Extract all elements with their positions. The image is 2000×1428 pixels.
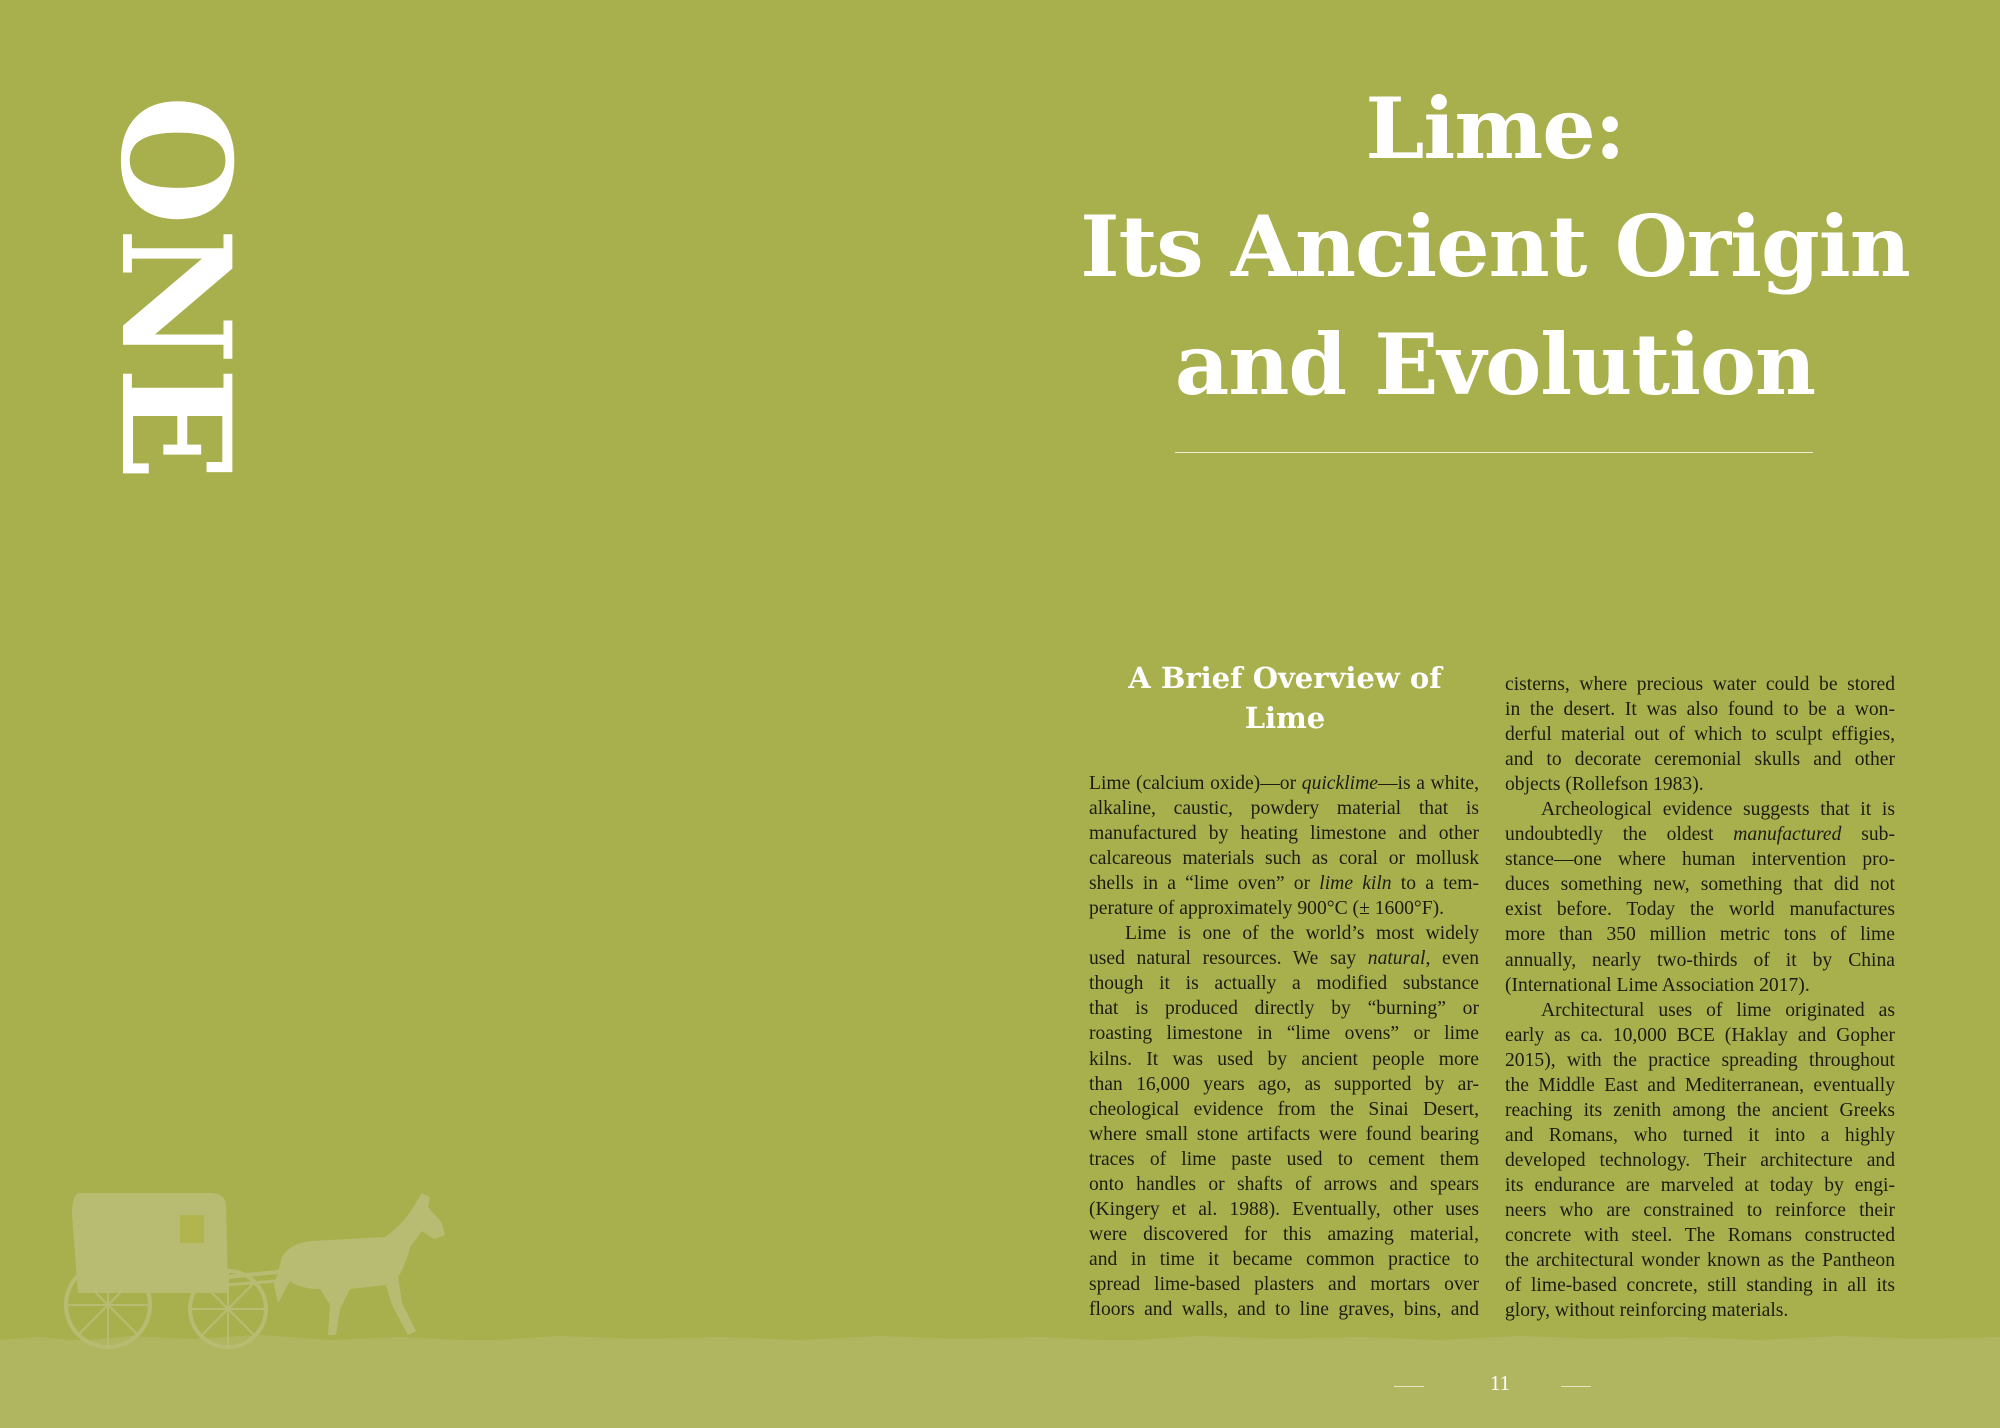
text-run: —is a white, bbox=[1377, 773, 1479, 794]
body-paragraph bbox=[1505, 672, 1895, 797]
body-paragraph bbox=[1505, 998, 1895, 1324]
text-line bbox=[1505, 697, 1895, 722]
text-line bbox=[1089, 1072, 1479, 1097]
section-heading-line: A Brief Overview of bbox=[1128, 661, 1442, 695]
text-run: exist before. Today the world manufactures bbox=[1505, 899, 1895, 921]
text-line bbox=[1505, 1098, 1895, 1123]
text-line bbox=[1505, 1273, 1895, 1298]
text-line bbox=[1089, 996, 1479, 1021]
body-paragraph bbox=[1089, 921, 1479, 1322]
text-run: than 16,000 years ago, as supported by ar- bbox=[1089, 1073, 1479, 1095]
text-run: annually, nearly two-thirds of it by China bbox=[1505, 949, 1895, 971]
text-run: in the desert. It was also found to be a won- bbox=[1505, 699, 1895, 721]
text-run: the architectural wonder known as the Pantheon bbox=[1505, 1250, 1895, 1272]
chapter-number bbox=[87, 95, 263, 545]
text-line bbox=[1505, 1223, 1895, 1248]
text-run: traces of lime paste used to cement them bbox=[1089, 1148, 1479, 1170]
text-line bbox=[1505, 948, 1895, 973]
text-run: though it is actually a modified substance bbox=[1089, 973, 1479, 995]
italic-term: lime kiln bbox=[1319, 873, 1392, 895]
text-line bbox=[1089, 821, 1479, 846]
text-line bbox=[1089, 1272, 1479, 1297]
text-run: derful material out of which to sculpt effigies, bbox=[1505, 724, 1895, 746]
text-line bbox=[1505, 897, 1895, 922]
text-run: early as ca. 10,000 BCE (Haklay and Gopher bbox=[1505, 1024, 1895, 1046]
text-run: stance—one where human intervention pro- bbox=[1505, 849, 1895, 871]
section-heading-line: Lime bbox=[1244, 701, 1326, 735]
text-run: kilns. It was used by ancient people more bbox=[1089, 1048, 1479, 1070]
text-line bbox=[1505, 922, 1895, 947]
text-line bbox=[1089, 921, 1479, 946]
text-run: perature of approximately 900°C (± 1600°F). bbox=[1089, 898, 1445, 920]
ground-band bbox=[0, 1340, 2000, 1428]
text-line bbox=[1505, 872, 1895, 897]
italic-term: manufactured bbox=[1733, 824, 1842, 846]
text-run: that is produced directly by “burning” or bbox=[1089, 998, 1479, 1020]
text-line bbox=[1089, 1297, 1479, 1322]
text-run: sub- bbox=[1841, 824, 1895, 846]
text-line bbox=[1089, 1097, 1479, 1122]
text-line bbox=[1089, 1172, 1479, 1197]
page-number: 11 bbox=[1489, 1371, 1511, 1395]
text-line bbox=[1089, 1147, 1479, 1172]
text-line bbox=[1089, 1247, 1479, 1272]
text-line bbox=[1505, 1073, 1895, 1098]
text-line bbox=[1505, 1198, 1895, 1223]
text-line bbox=[1089, 1222, 1479, 1247]
text-run: neers who are constrained to reinforce their bbox=[1505, 1199, 1895, 1221]
text-run: onto handles or shafts of arrows and spears bbox=[1089, 1173, 1479, 1195]
text-line bbox=[1505, 822, 1895, 847]
chapter-title bbox=[1070, 70, 1920, 424]
text-line bbox=[1505, 998, 1895, 1023]
body-paragraph bbox=[1089, 771, 1479, 921]
folio-rule-left bbox=[1394, 1386, 1424, 1387]
text-line bbox=[1505, 797, 1895, 822]
text-line bbox=[1505, 847, 1895, 872]
text-line bbox=[1505, 973, 1895, 998]
text-line bbox=[1089, 1197, 1479, 1222]
text-run: manufactured by heating limestone and other bbox=[1089, 823, 1479, 845]
text-run: more than 350 million metric tons of lime bbox=[1505, 924, 1895, 946]
text-line bbox=[1505, 672, 1895, 697]
text-run: concrete with steel. The Romans constructed bbox=[1505, 1225, 1895, 1247]
text-run: (International Lime Association 2017). bbox=[1505, 974, 1810, 996]
text-run: cisterns, where precious water could be stored bbox=[1505, 674, 1895, 695]
text-line bbox=[1505, 772, 1895, 797]
text-line bbox=[1089, 1122, 1479, 1147]
text-run: (Kingery et al. 1988). Eventually, other uses bbox=[1089, 1198, 1479, 1220]
text-run: Archeological evidence suggests that it is bbox=[1541, 799, 1895, 821]
text-run: 2015), with the practice spreading throughout bbox=[1505, 1049, 1895, 1071]
text-run: its endurance are marveled at today by engi- bbox=[1505, 1174, 1895, 1196]
text-run: cheological evidence from the Sinai Desert, bbox=[1089, 1098, 1479, 1120]
text-run: to a tem- bbox=[1391, 873, 1480, 895]
horse-and-buggy-silhouette bbox=[50, 1185, 490, 1350]
text-line bbox=[1505, 722, 1895, 747]
text-run: Lime (calcium oxide)—or bbox=[1089, 773, 1302, 794]
text-run: used natural resources. We say bbox=[1089, 948, 1368, 970]
text-line bbox=[1089, 846, 1479, 871]
text-run: Lime is one of the world’s most widely bbox=[1125, 923, 1479, 945]
text-line bbox=[1505, 1148, 1895, 1173]
italic-term: quicklime bbox=[1301, 773, 1378, 794]
text-line bbox=[1505, 1298, 1895, 1323]
text-line bbox=[1089, 771, 1479, 796]
text-line bbox=[1505, 747, 1895, 772]
body-column-right bbox=[1505, 672, 1895, 1323]
text-run: roasting limestone in “lime ovens” or lime bbox=[1089, 1023, 1479, 1045]
chapter-number-text: ONE bbox=[87, 95, 263, 484]
text-line bbox=[1089, 1021, 1479, 1046]
text-line bbox=[1089, 871, 1479, 896]
text-run: the Middle East and Mediterranean, eventually bbox=[1505, 1074, 1895, 1096]
text-line bbox=[1089, 946, 1479, 971]
text-line bbox=[1505, 1248, 1895, 1273]
text-run: of lime-based concrete, still standing in all its bbox=[1505, 1275, 1895, 1297]
chapter-title-line: Its Ancient Origin bbox=[1080, 197, 1910, 296]
title-divider bbox=[1175, 452, 1813, 453]
text-line bbox=[1089, 1047, 1479, 1072]
text-run: shells in a “lime oven” or bbox=[1089, 873, 1320, 895]
text-run: duces something new, something that did not bbox=[1505, 874, 1895, 896]
chapter-title-line: Lime: bbox=[1365, 79, 1625, 178]
text-run: Architectural uses of lime originated as bbox=[1541, 999, 1895, 1021]
italic-term: natural bbox=[1367, 948, 1426, 970]
text-run: , even bbox=[1425, 948, 1479, 970]
text-run: were discovered for this amazing material, bbox=[1089, 1223, 1479, 1245]
text-line bbox=[1089, 896, 1479, 921]
text-run: reaching its zenith among the ancient Greeks bbox=[1505, 1099, 1895, 1121]
text-run: and in time it became common practice to bbox=[1089, 1248, 1479, 1270]
text-run: and to decorate ceremonial skulls and other bbox=[1505, 749, 1895, 771]
text-run: alkaline, caustic, powdery material that is bbox=[1089, 798, 1479, 820]
text-line bbox=[1089, 971, 1479, 996]
section-heading bbox=[1090, 658, 1480, 738]
text-run: calcareous materials such as coral or mollusk bbox=[1089, 848, 1479, 870]
text-line bbox=[1089, 796, 1479, 821]
body-paragraph bbox=[1505, 797, 1895, 997]
text-run: spread lime-based plasters and mortars over bbox=[1089, 1273, 1479, 1295]
text-line bbox=[1505, 1173, 1895, 1198]
chapter-title-line: and Evolution bbox=[1174, 315, 1816, 414]
text-run: where small stone artifacts were found bearing bbox=[1089, 1123, 1479, 1145]
body-column-left bbox=[1089, 771, 1479, 1322]
text-run: developed technology. Their architecture and bbox=[1505, 1149, 1895, 1171]
text-line bbox=[1505, 1048, 1895, 1073]
text-run: undoubtedly the oldest bbox=[1505, 824, 1734, 846]
text-run: floors and walls, and to line graves, bins, and bbox=[1089, 1298, 1479, 1320]
folio-rule-right bbox=[1561, 1386, 1591, 1387]
text-line bbox=[1505, 1123, 1895, 1148]
text-run: objects (Rollefson 1983). bbox=[1505, 774, 1704, 796]
text-run: glory, without reinforcing materials. bbox=[1505, 1300, 1789, 1322]
text-line bbox=[1505, 1023, 1895, 1048]
text-run: and Romans, who turned it into a highly bbox=[1505, 1124, 1895, 1146]
